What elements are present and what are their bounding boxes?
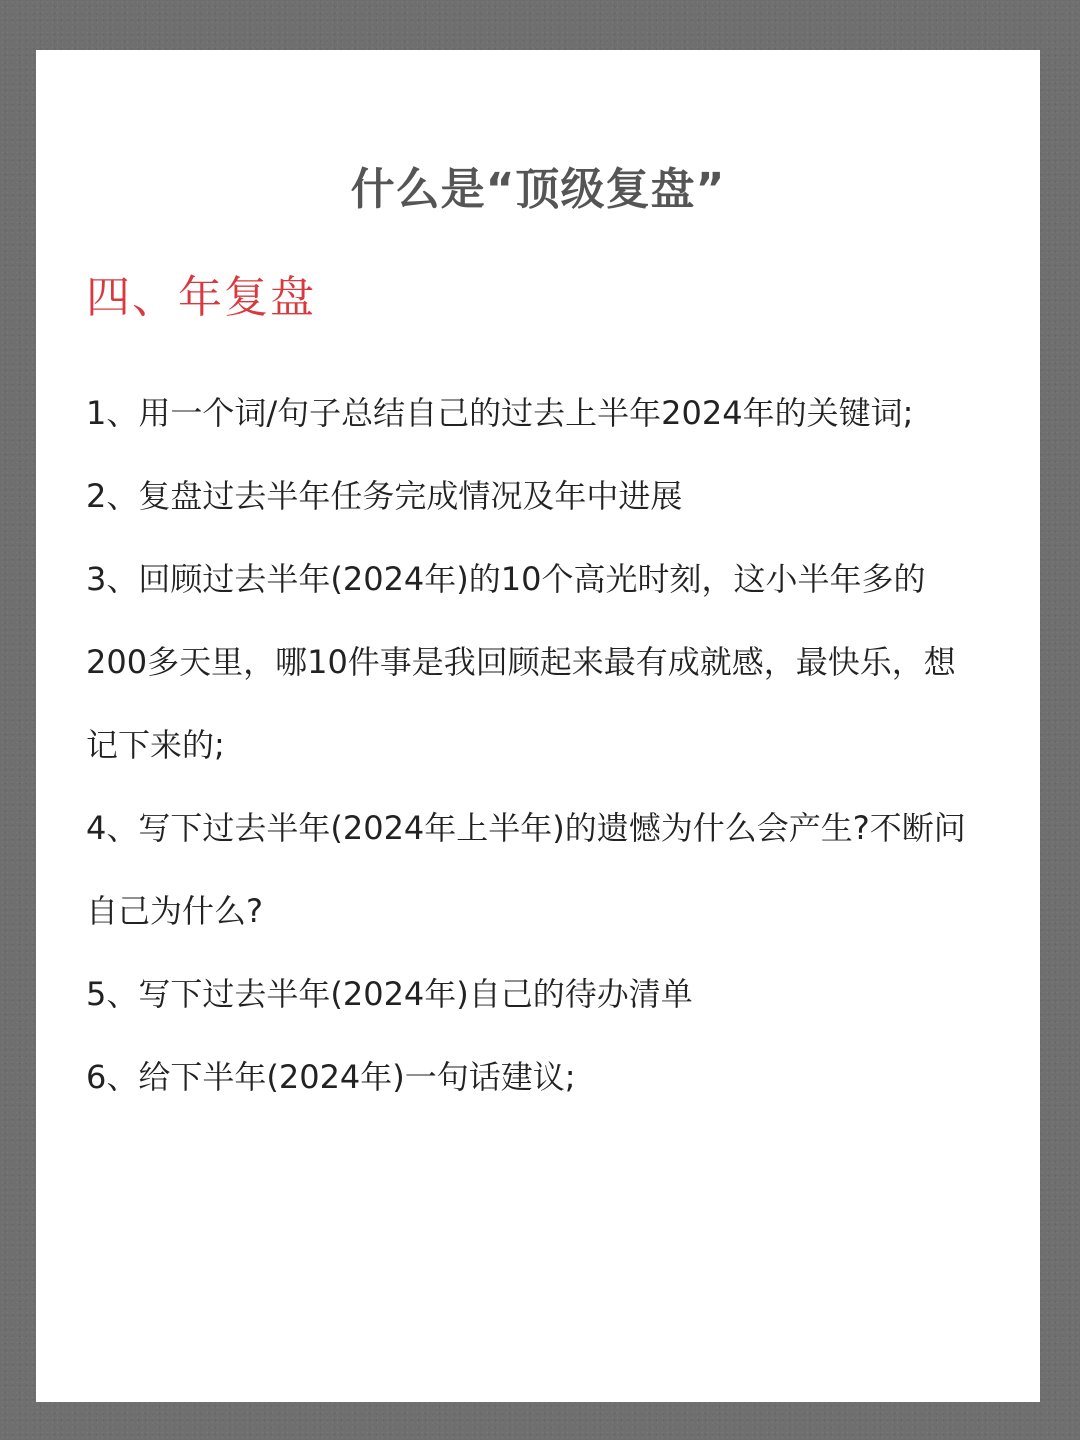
list-item: 3、回顾过去半年(2024年)的10个高光时刻，这小半年多的200多天里，哪10件事是我回顾起来最有成就感，最快乐，想记下来的;: [86, 560, 956, 764]
list-item: 2、复盘过去半年任务完成情况及年中进展: [86, 477, 683, 515]
list-item: 6、给下半年(2024年)一句话建议;: [86, 1058, 576, 1096]
page-title: 什么是“顶级复盘”: [350, 164, 726, 215]
list-item: 4、写下过去半年(2024年上半年)的遗憾为什么会产生?不断问自己为什么?: [86, 809, 966, 930]
list-item: 1、用一个词/句子总结自己的过去上半年2024年的关键词;: [86, 394, 914, 432]
item-list: [86, 372, 986, 1119]
section-heading: 四、年复盘: [86, 272, 316, 323]
list-item: 5、写下过去半年(2024年)自己的待办清单: [86, 975, 693, 1013]
content-card: [36, 50, 1040, 1402]
